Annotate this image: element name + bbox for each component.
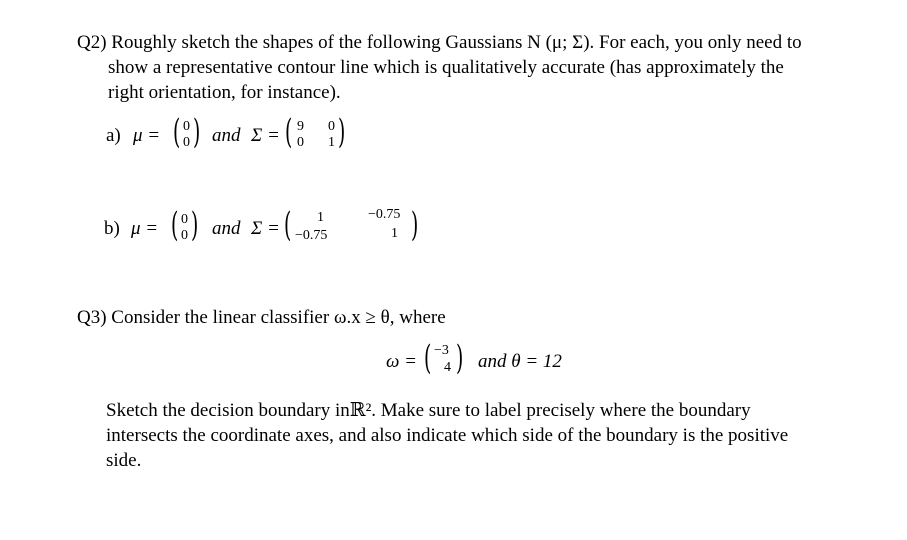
right-paren: ) [191,205,199,245]
q3-para-line-2: intersects the coordinate axes, and also indicate which side of the boundary is the positive [106,425,789,446]
q2-line-3: right orientation, for instance). [108,82,341,103]
part-a-sigma-prefix: Σ = [251,125,280,146]
part-a-mu-prefix: μ = [133,125,161,146]
left-paren: ( [285,112,293,152]
mu-b-1: 0 [181,228,188,243]
q2-line-2: show a representative contour line which is qualitatively accurate (has approximately the [108,57,784,78]
sigma-b-00: 1 [317,210,324,225]
part-a-and: and [212,125,241,146]
w-0: −3 [434,343,449,358]
mu-a-0: 0 [183,119,190,134]
left-paren: ( [173,112,181,152]
part-b-sigma-prefix: Σ = [251,218,280,239]
w-1: 4 [444,360,451,375]
theta-text: and θ = 12 [478,351,562,372]
sigma-a-10: 0 [297,135,304,150]
right-paren: ) [338,112,346,152]
part-b-mu-prefix: μ = [131,218,159,239]
q3-line-1: Q3) Consider the linear classifier ω.x ≥ θ, where [77,307,446,328]
q3-para-line-1: Sketch the decision boundary inℝ². Make sure to label precisely where the boundary [106,400,751,421]
sigma-b-01: −0.75 [368,207,401,222]
sigma-a-00: 9 [297,119,304,134]
q3-para-line-3: side. [106,450,142,471]
right-paren: ) [411,205,419,245]
part-b-label: b) [104,218,120,239]
q2-line-1: Q2) Roughly sketch the shapes of the following Gaussians N (μ; Σ). For each, you only need to [77,32,802,53]
right-paren: ) [193,112,201,152]
mu-b-0: 0 [181,212,188,227]
right-paren: ) [456,338,464,378]
sigma-a-01: 0 [328,119,335,134]
sigma-b-11: 1 [391,226,398,241]
sigma-a-11: 1 [328,135,335,150]
left-paren: ( [424,338,432,378]
left-paren: ( [171,205,179,245]
left-paren: ( [284,205,292,245]
w-prefix: ω = [386,351,417,372]
part-a-label: a) [106,125,121,146]
mu-a-1: 0 [183,135,190,150]
part-b-and: and [212,218,241,239]
sigma-b-10: −0.75 [295,228,328,243]
